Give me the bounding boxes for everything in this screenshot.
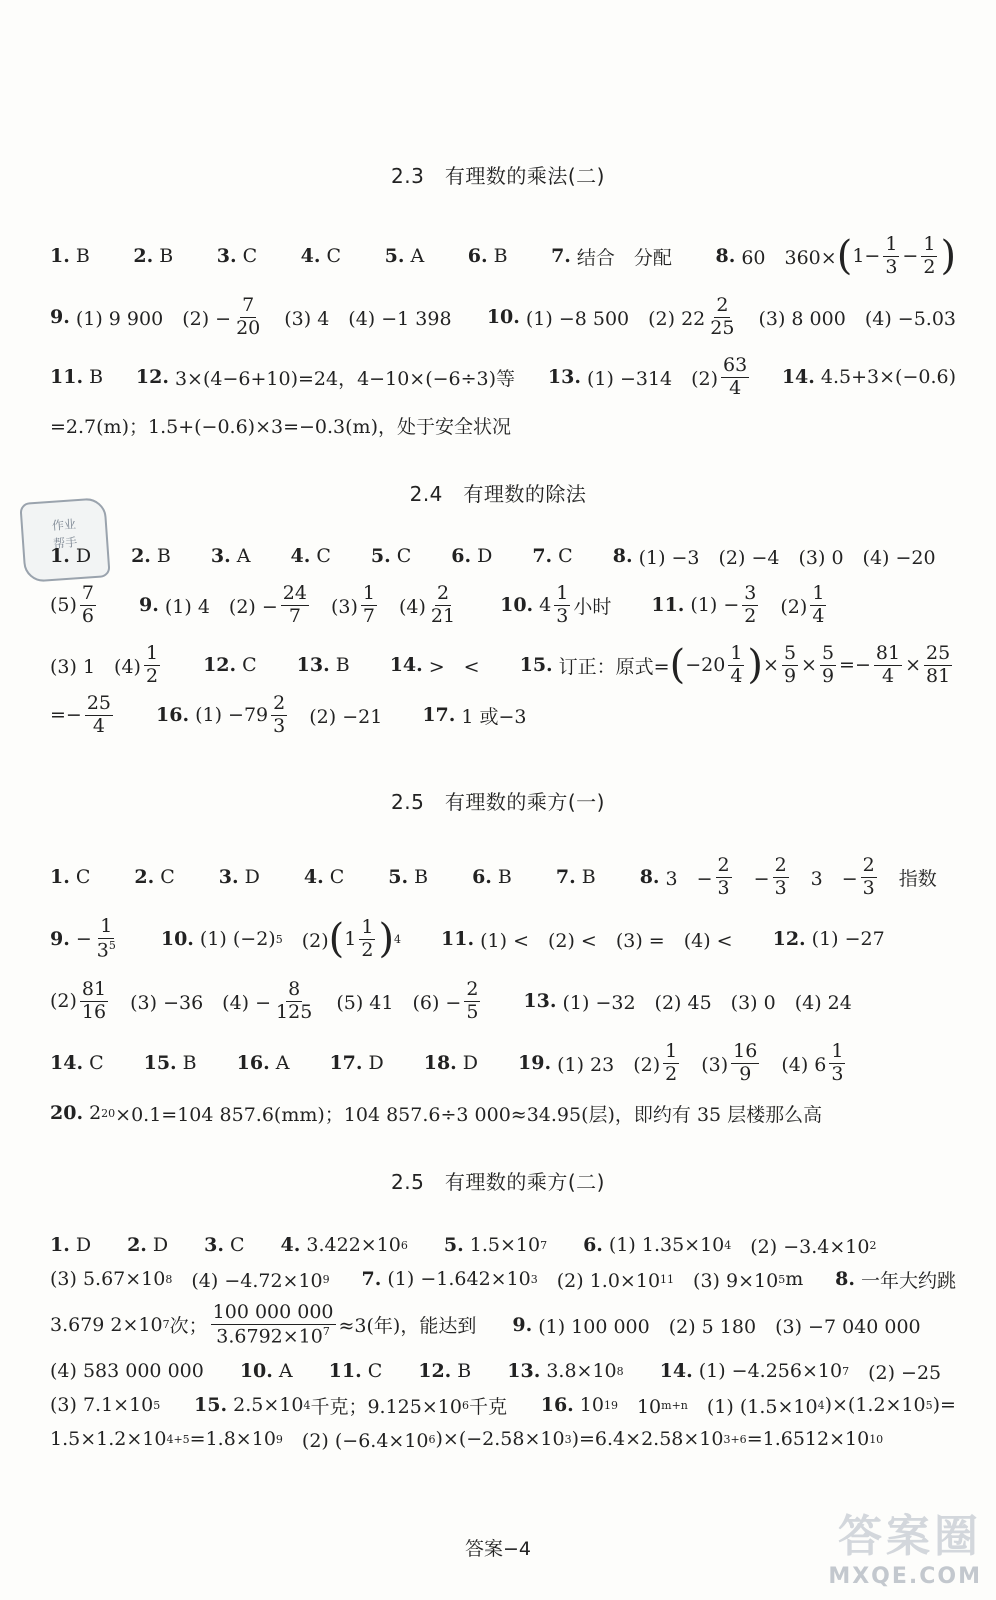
answer-line: 9. − $\frac{1}{3^5}$ 10. (1) (−2) 5 (2) ( 1 $\frac{1}{2}$ ) 4 11. (1) < (2) < (3) = (4) < 12. (1) −27 xyxy=(50,914,885,962)
answer-line: =2.7(m)；1.5+(−0.6)×3=−0.3(m)，处于安全状况 xyxy=(50,415,511,438)
section-heading-2-3: 2.3 有理数的乘法(二) xyxy=(391,164,605,188)
answer-line: (2) $\frac{81}{16}$ (3) −36 (4) − $\frac{8}{125}$ (5) 41 (6) − $\frac{2}{5}$ 13. (1) −32 (2) 45 (3) 0 (4) 24 xyxy=(50,977,852,1023)
stamp-logo: 作业 帮手 xyxy=(19,497,110,583)
answer-line: 1. D 2. B 3. A 4. C 5. C 6. D 7. C 8. (1) −3 (2) −4 (3) 0 (4) −20 xyxy=(50,545,936,569)
answer-line: 1. B 2. B 3. C 4. C 5. A 6. B 7. 结合 分配 8. 60 360× ( 1− $\frac{1}{3}$ − $\frac{1}{2}$ ) xyxy=(50,232,957,279)
answer-line: 1. C 2. C 3. D 4. C 5. B 6. B 7. B 8. 3 − $\frac{2}{3}$ − $\frac{2}{3}$ 3 − $\frac{2}{3}$ 指数 xyxy=(50,853,937,899)
page-footer: 答案−4 xyxy=(464,1538,531,1560)
watermark-logo: 答案圈 MXQE.COM xyxy=(828,1511,982,1589)
answer-line: 20. 2 20 ×0.1=104 857.6(mm)；104 857.6÷3 000≈34.95(层)，即约有 35 层楼那么高 xyxy=(50,1102,823,1126)
section-heading-2-5-2: 2.5 有理数的乘方(二) xyxy=(391,1170,605,1194)
answer-line: 1.5×1.2×10 4+5 =1.8×10 9 (2) (−6.4×10 6 )×(−2.58×10 3 )=6.4×2.58×10 3+6 =1.6512×10 10 xyxy=(50,1428,884,1452)
answer-line: 1. D 2. D 3. C 4. 3.422×10 6 5. 1.5×10 7 6. (1) 1.35×10 4 (2) −3.4×10 2 xyxy=(50,1234,877,1258)
answer-line: (4) 583 000 000 10. A 11. C 12. B 13. 3.8×10 8 14. (1) −4.256×10 7 (2) −25 xyxy=(50,1360,942,1384)
answer-line: 3.679 2×10 7 次； $\frac{100 000 000}{3.6792\times 10^7}$ ≈3(年)，能达到 9. (1) 100 000 (2) 5 180 (3) −7 040 000 xyxy=(50,1300,921,1348)
answer-line: (3) 7.1×10 5 15. 2.5×10 4 千克；9.125×10 6 千克 16. 10 19 10 m+n (1) (1.5×10 4 )×(1.2×10 5 )= xyxy=(50,1394,956,1418)
answer-line: 14. C 15. B 16. A 17. D 18. D 19. (1) 23 (2) $\frac{1}{2}$ (3) $\frac{16}{9}$ (4) 6 $\frac{1}{3}$ xyxy=(50,1039,844,1085)
answer-line: (3) 1 (4) $\frac{1}{2}$ 12. C 13. B 14. > < 15. 订正：原式= ( −20 $\frac{1}{4}$ ) × $\frac{5}{9}$ × $\frac{5}{9}$ =− $\frac{81}{4}$ × $\frac{25}{81}$ xyxy=(50,641,951,688)
answer-line: 11. B 12. 3×(4−6+10)=24，4−10×(−6÷3)等 13. (1) −314 (2) $\frac{63}{4}$ 14. 4.5+3×(−0.6) xyxy=(50,353,956,399)
section-heading-2-4: 2.4 有理数的除法 xyxy=(409,482,587,506)
answer-line: (3) 5.67×10 8 (4) −4.72×10 9 7. (1) −1.642×10 3 (2) 1.0×10 11 (3) 9×10 5 m 8. 一年大约跳 xyxy=(50,1268,956,1292)
answer-line: (5) $\frac{7}{6}$ 9. (1) 4 (2) − $\frac{24}{7}$ (3) $\frac{1}{7}$ (4) $\frac{2}{21}$ 10. 4 $\frac{1}{3}$ 小时 11. (1) − $\frac{3}{2}$ (2) $\frac{1}{4}$ xyxy=(50,581,825,627)
answer-line: =− $\frac{25}{4}$ 16. (1) −79 $\frac{2}{3}$ (2) −21 17. 1 或−3 xyxy=(50,691,527,737)
section-heading-2-5-1: 2.5 有理数的乘方(一) xyxy=(391,790,605,814)
answer-line: 9. (1) 9 900 (2) − $\frac{7}{20}$ (3) 4 (4) −1 398 10. (1) −8 500 (2) 22 $\frac{2}{25}$ (3) 8 000 (4) −5.03 xyxy=(50,293,956,339)
